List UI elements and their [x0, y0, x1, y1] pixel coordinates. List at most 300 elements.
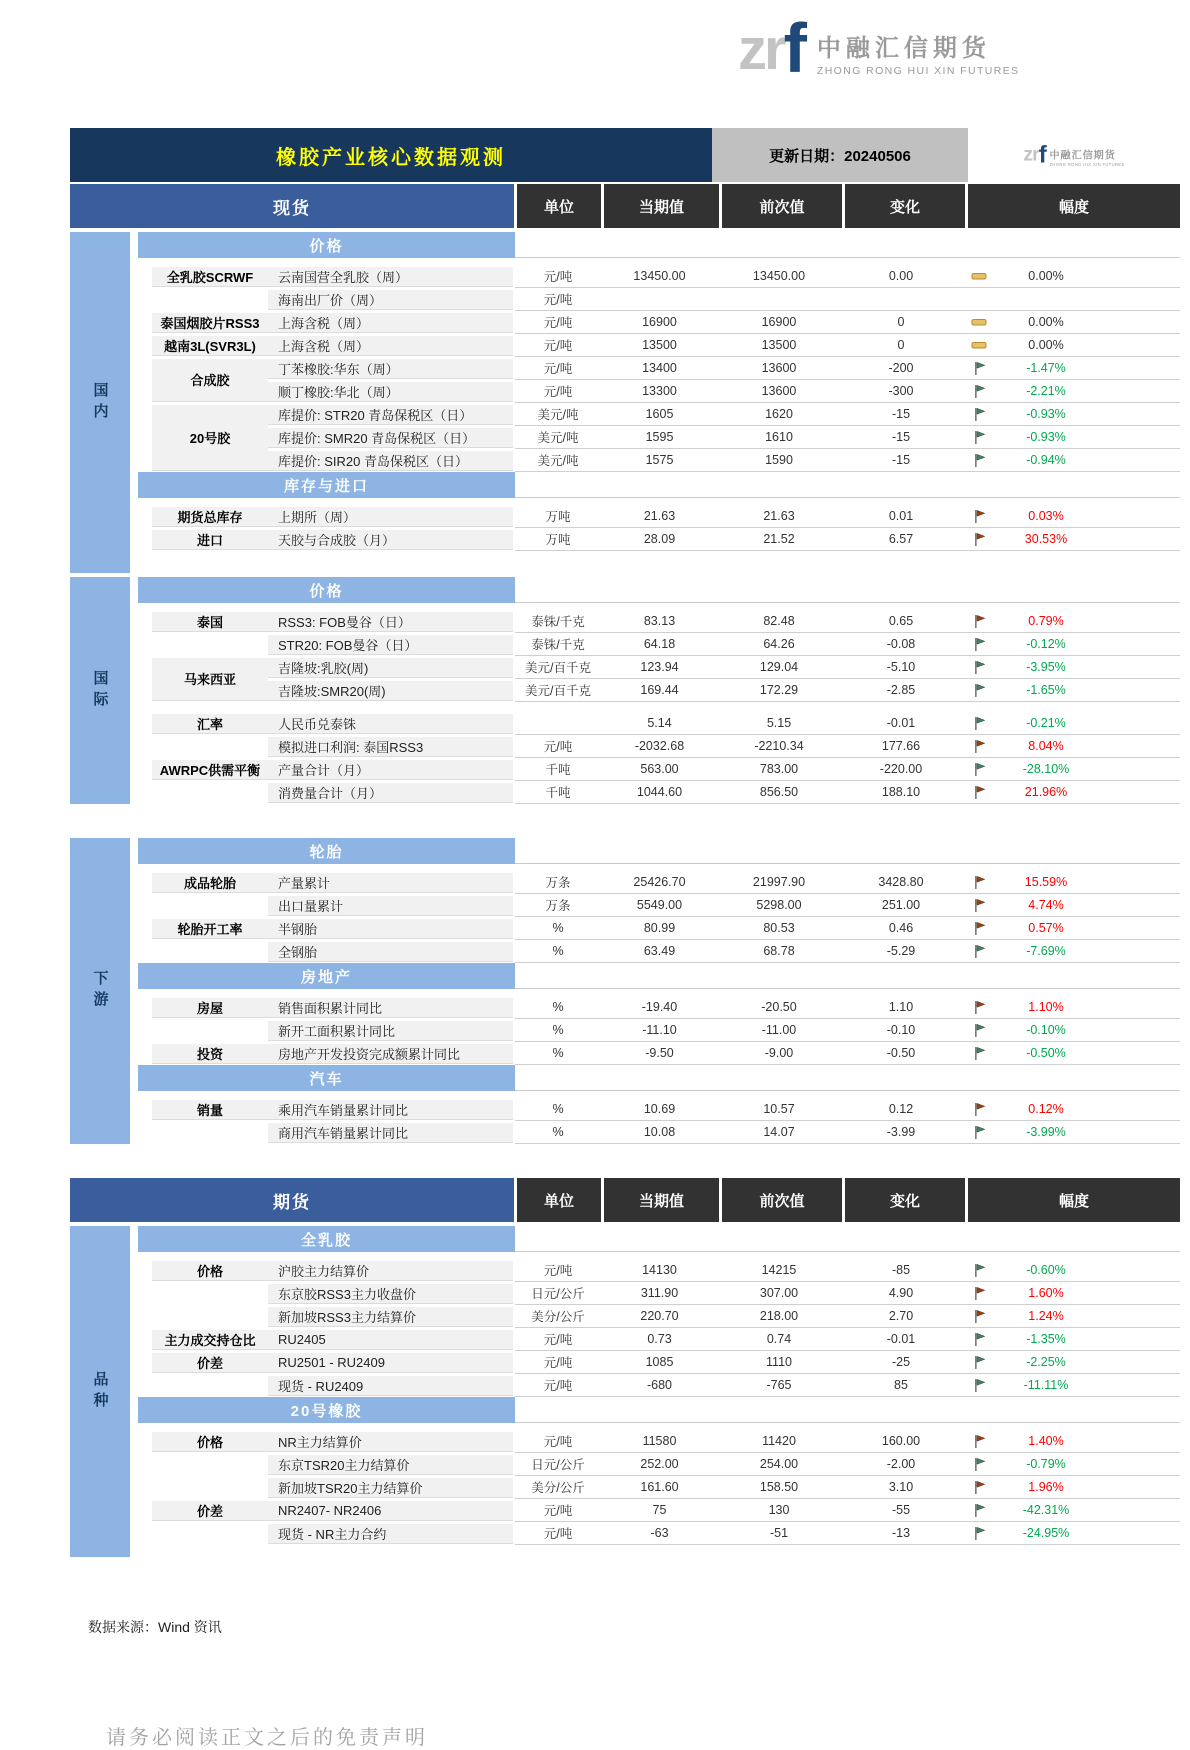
indicator-label: 半钢胎	[268, 919, 513, 939]
indicator-label: 产量累计	[268, 873, 513, 893]
mini-brand-cn: 中融汇信期货	[1049, 149, 1116, 161]
subsection-title: 汽车	[138, 1065, 515, 1091]
percent-change-cell: 15.59%	[996, 871, 1096, 894]
current-value-cell: 28.09	[601, 528, 718, 551]
change-value-cell: -2.85	[840, 679, 962, 702]
indicator-label: 销售面积累计同比	[268, 998, 513, 1018]
percent-change-cell: -3.95%	[996, 656, 1096, 679]
indicator-label: 现货 - NR主力合约	[268, 1524, 513, 1544]
unit-cell: 美元/吨	[515, 403, 601, 426]
indicator-label: 吉隆坡:SMR20(周)	[268, 681, 513, 701]
table-group	[70, 1226, 1180, 1557]
category-cell	[138, 1121, 268, 1144]
previous-value-cell: 1590	[718, 449, 840, 472]
percent-change-cell: -3.99%	[996, 1121, 1096, 1144]
down-flag-icon	[973, 637, 986, 652]
current-value-cell: 1044.60	[601, 781, 718, 804]
change-value-cell: -0.10	[840, 1019, 962, 1042]
down-flag-icon	[973, 1125, 986, 1140]
table-gap	[70, 1148, 1180, 1178]
blank-row	[138, 1545, 1180, 1557]
trend-flag-cell	[962, 1522, 996, 1545]
rows	[138, 871, 1180, 963]
row-filler	[1096, 1328, 1180, 1351]
category-label: 销量	[152, 1100, 268, 1120]
unit-cell	[515, 712, 601, 735]
indicator-cell	[268, 528, 515, 551]
indicator-label: 商用汽车销量累计同比	[268, 1123, 513, 1143]
subsection-header-row	[138, 472, 1180, 498]
up-flag-icon	[973, 1286, 986, 1301]
current-value-cell: 1575	[601, 449, 718, 472]
percent-change-cell: -1.65%	[996, 679, 1096, 702]
previous-value-cell: 130	[718, 1499, 840, 1522]
indicator-label: 顺丁橡胶:华北（周）	[268, 382, 513, 402]
trend-flag-cell	[962, 758, 996, 781]
row-filler	[1096, 380, 1180, 403]
unit-cell: 美元/吨	[515, 426, 601, 449]
indicator-label: 沪胶主力结算价	[268, 1261, 513, 1281]
indicator-cell	[268, 357, 515, 380]
category-cell	[138, 1453, 268, 1476]
brand-logo	[738, 9, 1020, 87]
indicator-cell	[268, 871, 515, 894]
current-value-cell: -63	[601, 1522, 718, 1545]
trend-flag-cell	[962, 380, 996, 403]
indicator-label: NR主力结算价	[268, 1432, 513, 1452]
previous-value-cell: 129.04	[718, 656, 840, 679]
subsection-title: 价格	[138, 577, 515, 603]
indicator-cell	[268, 1351, 515, 1374]
logo-zr-letters: zr	[738, 17, 784, 82]
title-bar	[70, 128, 1180, 182]
change-value-cell: 0.01	[840, 505, 962, 528]
change-value-cell: -2.00	[840, 1453, 962, 1476]
group-content	[138, 1226, 1180, 1557]
unit-cell: %	[515, 996, 601, 1019]
row-filler	[1096, 1042, 1180, 1065]
category-label: 房屋	[152, 998, 268, 1018]
unit-cell: 元/吨	[515, 380, 601, 403]
down-flag-icon	[973, 762, 986, 777]
column-header-5: 幅度	[968, 184, 1180, 228]
change-value-cell: 188.10	[840, 781, 962, 804]
previous-value-cell: 13600	[718, 357, 840, 380]
current-value-cell: -680	[601, 1374, 718, 1397]
indicator-cell	[268, 894, 515, 917]
row-filler	[1096, 758, 1180, 781]
current-value-cell: -9.50	[601, 1042, 718, 1065]
down-flag-icon	[973, 430, 986, 445]
column-header-4: 变化	[845, 184, 965, 228]
previous-value-cell: 1620	[718, 403, 840, 426]
trend-flag-cell	[962, 311, 996, 334]
category-label: 价差	[152, 1501, 268, 1521]
up-flag-icon	[973, 532, 986, 547]
previous-value-cell: 856.50	[718, 781, 840, 804]
unit-cell: 美分/公斤	[515, 1476, 601, 1499]
percent-change-cell: 0.79%	[996, 610, 1096, 633]
section-title-cell: 期货	[70, 1178, 514, 1222]
rows	[138, 1259, 1180, 1397]
change-value-cell: 85	[840, 1374, 962, 1397]
trend-flag-cell	[962, 679, 996, 702]
category-cell	[138, 265, 268, 288]
trend-flag-cell	[962, 449, 996, 472]
current-value-cell: 10.08	[601, 1121, 718, 1144]
indicator-label: 上海含税（周）	[268, 313, 513, 333]
category-cell	[138, 610, 268, 633]
category-label: 价格	[152, 1261, 268, 1281]
previous-value-cell: 21.63	[718, 505, 840, 528]
subsection-title: 库存与进口	[138, 472, 515, 498]
percent-change-cell: -1.47%	[996, 357, 1096, 380]
indicator-label: 上海含税（周）	[268, 336, 513, 356]
row-filler	[1096, 781, 1180, 804]
subsection-header-row	[138, 1397, 1180, 1423]
row-filler	[1096, 610, 1180, 633]
current-value-cell: 25426.70	[601, 871, 718, 894]
indicator-cell	[268, 781, 515, 804]
row-filler	[1096, 1098, 1180, 1121]
current-value-cell: -2032.68	[601, 735, 718, 758]
trend-flag-cell	[962, 610, 996, 633]
trend-flag-cell	[962, 656, 996, 679]
indicator-label: 库提价: SMR20 青岛保税区（日）	[268, 428, 513, 448]
change-value-cell: -13	[840, 1522, 962, 1545]
unit-cell: 千吨	[515, 758, 601, 781]
up-flag-icon	[973, 614, 986, 629]
category-label: 进口	[152, 530, 268, 550]
current-value-cell: 13450.00	[601, 265, 718, 288]
category-cell	[138, 917, 268, 940]
change-value-cell: 251.00	[840, 894, 962, 917]
row-filler	[1096, 656, 1180, 679]
subsection-underline	[515, 1065, 1180, 1091]
blank-row	[138, 551, 1180, 573]
previous-value-cell: -765	[718, 1374, 840, 1397]
category-label: 泰国	[152, 612, 268, 632]
trend-flag-cell	[962, 1259, 996, 1282]
subsection-underline	[515, 1397, 1180, 1423]
unit-cell: 泰铢/千克	[515, 633, 601, 656]
section-title-cell: 现货	[70, 184, 514, 228]
category-cell	[138, 1282, 268, 1305]
subsection-header-row	[138, 1226, 1180, 1252]
previous-value-cell: 158.50	[718, 1476, 840, 1499]
previous-value-cell: 0.74	[718, 1328, 840, 1351]
row-filler	[1096, 1499, 1180, 1522]
category-cell	[138, 940, 268, 963]
update-date: 更新日期：20240506	[712, 128, 968, 182]
previous-value-cell: 82.48	[718, 610, 840, 633]
current-value-cell: 16900	[601, 311, 718, 334]
table-gap	[70, 808, 1180, 838]
category-cell	[138, 735, 268, 758]
current-value-cell: 64.18	[601, 633, 718, 656]
subsection-header-row	[138, 1065, 1180, 1091]
up-flag-icon	[973, 898, 986, 913]
down-flag-icon	[973, 1457, 986, 1472]
indicator-cell	[268, 610, 515, 633]
indicator-cell	[268, 426, 515, 449]
indicator-label: NR2407- NR2406	[268, 1501, 513, 1521]
trend-flag-cell	[962, 781, 996, 804]
row-filler	[1096, 633, 1180, 656]
trend-flag-cell	[962, 712, 996, 735]
down-flag-icon	[973, 384, 986, 399]
rows	[138, 996, 1180, 1065]
sidebar-label: 品种	[70, 1226, 130, 1557]
trend-flag-cell	[962, 334, 996, 357]
percent-change-cell: -0.50%	[996, 1042, 1096, 1065]
row-filler	[1096, 357, 1180, 380]
percent-change-cell: -0.93%	[996, 426, 1096, 449]
row-filler	[1096, 265, 1180, 288]
trend-flag-cell	[962, 1042, 996, 1065]
indicator-cell	[268, 1282, 515, 1305]
change-value-cell: 160.00	[840, 1430, 962, 1453]
up-flag-icon	[973, 1000, 986, 1015]
unit-cell: %	[515, 1121, 601, 1144]
up-flag-icon	[973, 1480, 986, 1495]
category-cell	[138, 311, 268, 334]
percent-change-cell: 1.24%	[996, 1305, 1096, 1328]
current-value-cell: 161.60	[601, 1476, 718, 1499]
indicator-cell	[268, 735, 515, 758]
unit-cell: 元/吨	[515, 334, 601, 357]
row-filler	[1096, 871, 1180, 894]
change-value-cell: -0.50	[840, 1042, 962, 1065]
indicator-cell	[268, 380, 515, 403]
subsection-title: 全乳胶	[138, 1226, 515, 1252]
trend-flag-cell	[962, 1282, 996, 1305]
percent-change-cell: -11.11%	[996, 1374, 1096, 1397]
category-cell	[138, 403, 268, 472]
group-content	[138, 232, 1180, 573]
down-flag-icon	[973, 453, 986, 468]
report-body	[70, 128, 1180, 1750]
category-label: 轮胎开工率	[152, 919, 268, 939]
sidebar-label: 下游	[70, 838, 130, 1144]
current-value-cell: 5549.00	[601, 894, 718, 917]
category-cell	[138, 781, 268, 804]
row-filler	[1096, 917, 1180, 940]
change-value-cell: 0.65	[840, 610, 962, 633]
row-filler	[1096, 1476, 1180, 1499]
row-filler	[1096, 334, 1180, 357]
column-header-1: 单位	[517, 1178, 601, 1222]
category-label: 20号胶	[152, 405, 268, 471]
current-value-cell: 0.73	[601, 1328, 718, 1351]
unit-cell: 元/吨	[515, 265, 601, 288]
category-cell	[138, 996, 268, 1019]
change-value-cell: -85	[840, 1259, 962, 1282]
trend-flag-cell	[962, 265, 996, 288]
indicator-label: 现货 - RU2409	[268, 1376, 513, 1396]
row-filler	[1096, 1430, 1180, 1453]
category-cell	[138, 1522, 268, 1545]
trend-flag-cell	[962, 917, 996, 940]
trend-flag-cell	[962, 426, 996, 449]
indicator-label: 新加坡TSR20主力结算价	[268, 1478, 513, 1498]
change-value-cell: -0.01	[840, 1328, 962, 1351]
category-label: 价差	[152, 1353, 268, 1373]
trend-flag-cell	[962, 996, 996, 1019]
previous-value-cell: -51	[718, 1522, 840, 1545]
change-value-cell: -220.00	[840, 758, 962, 781]
indicator-label: 库提价: SIR20 青岛保税区（日）	[268, 451, 513, 471]
subsection-underline	[515, 577, 1180, 603]
up-flag-icon	[973, 1434, 986, 1449]
down-flag-icon	[973, 361, 986, 376]
percent-change-cell: 0.00%	[996, 311, 1096, 334]
trend-flag-cell	[962, 1453, 996, 1476]
current-value-cell: 11580	[601, 1430, 718, 1453]
current-value-cell: 563.00	[601, 758, 718, 781]
category-label: 马来西亚	[152, 658, 268, 701]
indicator-label: 库提价: STR20 青岛保税区（日）	[268, 405, 513, 425]
previous-value-cell: 172.29	[718, 679, 840, 702]
change-value-cell: -300	[840, 380, 962, 403]
category-cell	[138, 1374, 268, 1397]
previous-value-cell: -11.00	[718, 1019, 840, 1042]
change-value-cell: 1.10	[840, 996, 962, 1019]
indicator-label: 新加坡RSS3主力结算价	[268, 1307, 513, 1327]
subsection-underline	[515, 963, 1180, 989]
current-value-cell: 1605	[601, 403, 718, 426]
trend-flag-cell	[962, 1351, 996, 1374]
percent-change-cell: 1.10%	[996, 996, 1096, 1019]
category-cell	[138, 656, 268, 702]
trend-flag-cell	[962, 1328, 996, 1351]
current-value-cell: 13400	[601, 357, 718, 380]
trend-flag-cell	[962, 1098, 996, 1121]
indicator-cell	[268, 679, 515, 702]
current-value-cell: 169.44	[601, 679, 718, 702]
unit-cell: 元/吨	[515, 1522, 601, 1545]
percent-change-cell: -0.60%	[996, 1259, 1096, 1282]
category-cell	[138, 1098, 268, 1121]
change-value-cell: -0.01	[840, 712, 962, 735]
trend-flag-cell	[962, 1019, 996, 1042]
unit-cell: 元/吨	[515, 288, 601, 311]
current-value-cell: 13500	[601, 334, 718, 357]
row-filler	[1096, 1259, 1180, 1282]
table-group	[70, 838, 1180, 1144]
trend-flag-cell	[962, 735, 996, 758]
current-value-cell: 63.49	[601, 940, 718, 963]
trend-flag-cell	[962, 288, 996, 311]
up-flag-icon	[973, 875, 986, 890]
unit-cell: %	[515, 1019, 601, 1042]
percent-change-cell: -0.12%	[996, 633, 1096, 656]
change-value-cell: 3.10	[840, 1476, 962, 1499]
unit-cell: 美元/百千克	[515, 656, 601, 679]
subsection-title: 价格	[138, 232, 515, 258]
category-cell	[138, 1305, 268, 1328]
category-cell	[138, 505, 268, 528]
subsection-title: 房地产	[138, 963, 515, 989]
percent-change-cell: 0.00%	[996, 265, 1096, 288]
percent-change-cell: 1.60%	[996, 1282, 1096, 1305]
percent-change-cell: -42.31%	[996, 1499, 1096, 1522]
category-cell	[138, 1351, 268, 1374]
logo-f-letter: f	[783, 9, 807, 87]
trend-flag-cell	[962, 1476, 996, 1499]
indicator-label: 新开工面积累计同比	[268, 1021, 513, 1041]
row-filler	[1096, 449, 1180, 472]
percent-change-cell: -0.93%	[996, 403, 1096, 426]
unit-cell: 元/吨	[515, 1430, 601, 1453]
up-flag-icon	[973, 1309, 986, 1324]
category-cell	[138, 1328, 268, 1351]
current-value-cell: 5.14	[601, 712, 718, 735]
previous-value-cell: -2210.34	[718, 735, 840, 758]
unit-cell: 日元/公斤	[515, 1282, 601, 1305]
indicator-cell	[268, 996, 515, 1019]
indicator-cell	[268, 1522, 515, 1545]
category-cell	[138, 357, 268, 403]
column-header-3: 前次值	[722, 1178, 842, 1222]
mini-logo-f: f	[1038, 139, 1047, 168]
previous-value-cell: 11420	[718, 1430, 840, 1453]
unit-cell: 元/吨	[515, 1499, 601, 1522]
subsection-underline	[515, 472, 1180, 498]
indicator-cell	[268, 449, 515, 472]
previous-value-cell: 21997.90	[718, 871, 840, 894]
indicator-label: 东京TSR20主力结算价	[268, 1455, 513, 1475]
column-header-1: 单位	[517, 184, 601, 228]
category-cell	[138, 1042, 268, 1065]
category-label: 越南3L(SVR3L)	[152, 336, 268, 356]
unit-cell: 元/吨	[515, 357, 601, 380]
flat-dash-icon	[971, 272, 988, 281]
previous-value-cell: 783.00	[718, 758, 840, 781]
rows	[138, 610, 1180, 702]
change-value-cell: 177.66	[840, 735, 962, 758]
current-value-cell: 75	[601, 1499, 718, 1522]
columns-header-row	[70, 184, 1180, 228]
row-filler	[1096, 505, 1180, 528]
change-value-cell: 0.46	[840, 917, 962, 940]
change-value-cell: -15	[840, 449, 962, 472]
up-flag-icon	[973, 509, 986, 524]
trend-flag-cell	[962, 894, 996, 917]
unit-cell: 万条	[515, 871, 601, 894]
group-content	[138, 577, 1180, 804]
previous-value-cell: -20.50	[718, 996, 840, 1019]
unit-cell: 美元/百千克	[515, 679, 601, 702]
indicator-label: 全钢胎	[268, 942, 513, 962]
previous-value-cell: 14.07	[718, 1121, 840, 1144]
trend-flag-cell	[962, 1499, 996, 1522]
row-filler	[1096, 528, 1180, 551]
indicator-cell	[268, 1259, 515, 1282]
trend-flag-cell	[962, 1121, 996, 1144]
current-value-cell: 13300	[601, 380, 718, 403]
group-content	[138, 838, 1180, 1144]
table-gap	[70, 1561, 1180, 1591]
current-value-cell: 21.63	[601, 505, 718, 528]
indicator-label: RU2501 - RU2409	[268, 1353, 513, 1373]
indicator-label: 模拟进口利润: 泰国RSS3	[268, 737, 513, 757]
current-value-cell: 1085	[601, 1351, 718, 1374]
change-value-cell: -0.08	[840, 633, 962, 656]
down-flag-icon	[973, 716, 986, 731]
sidebar-label: 国际	[70, 577, 130, 804]
category-cell	[138, 633, 268, 656]
